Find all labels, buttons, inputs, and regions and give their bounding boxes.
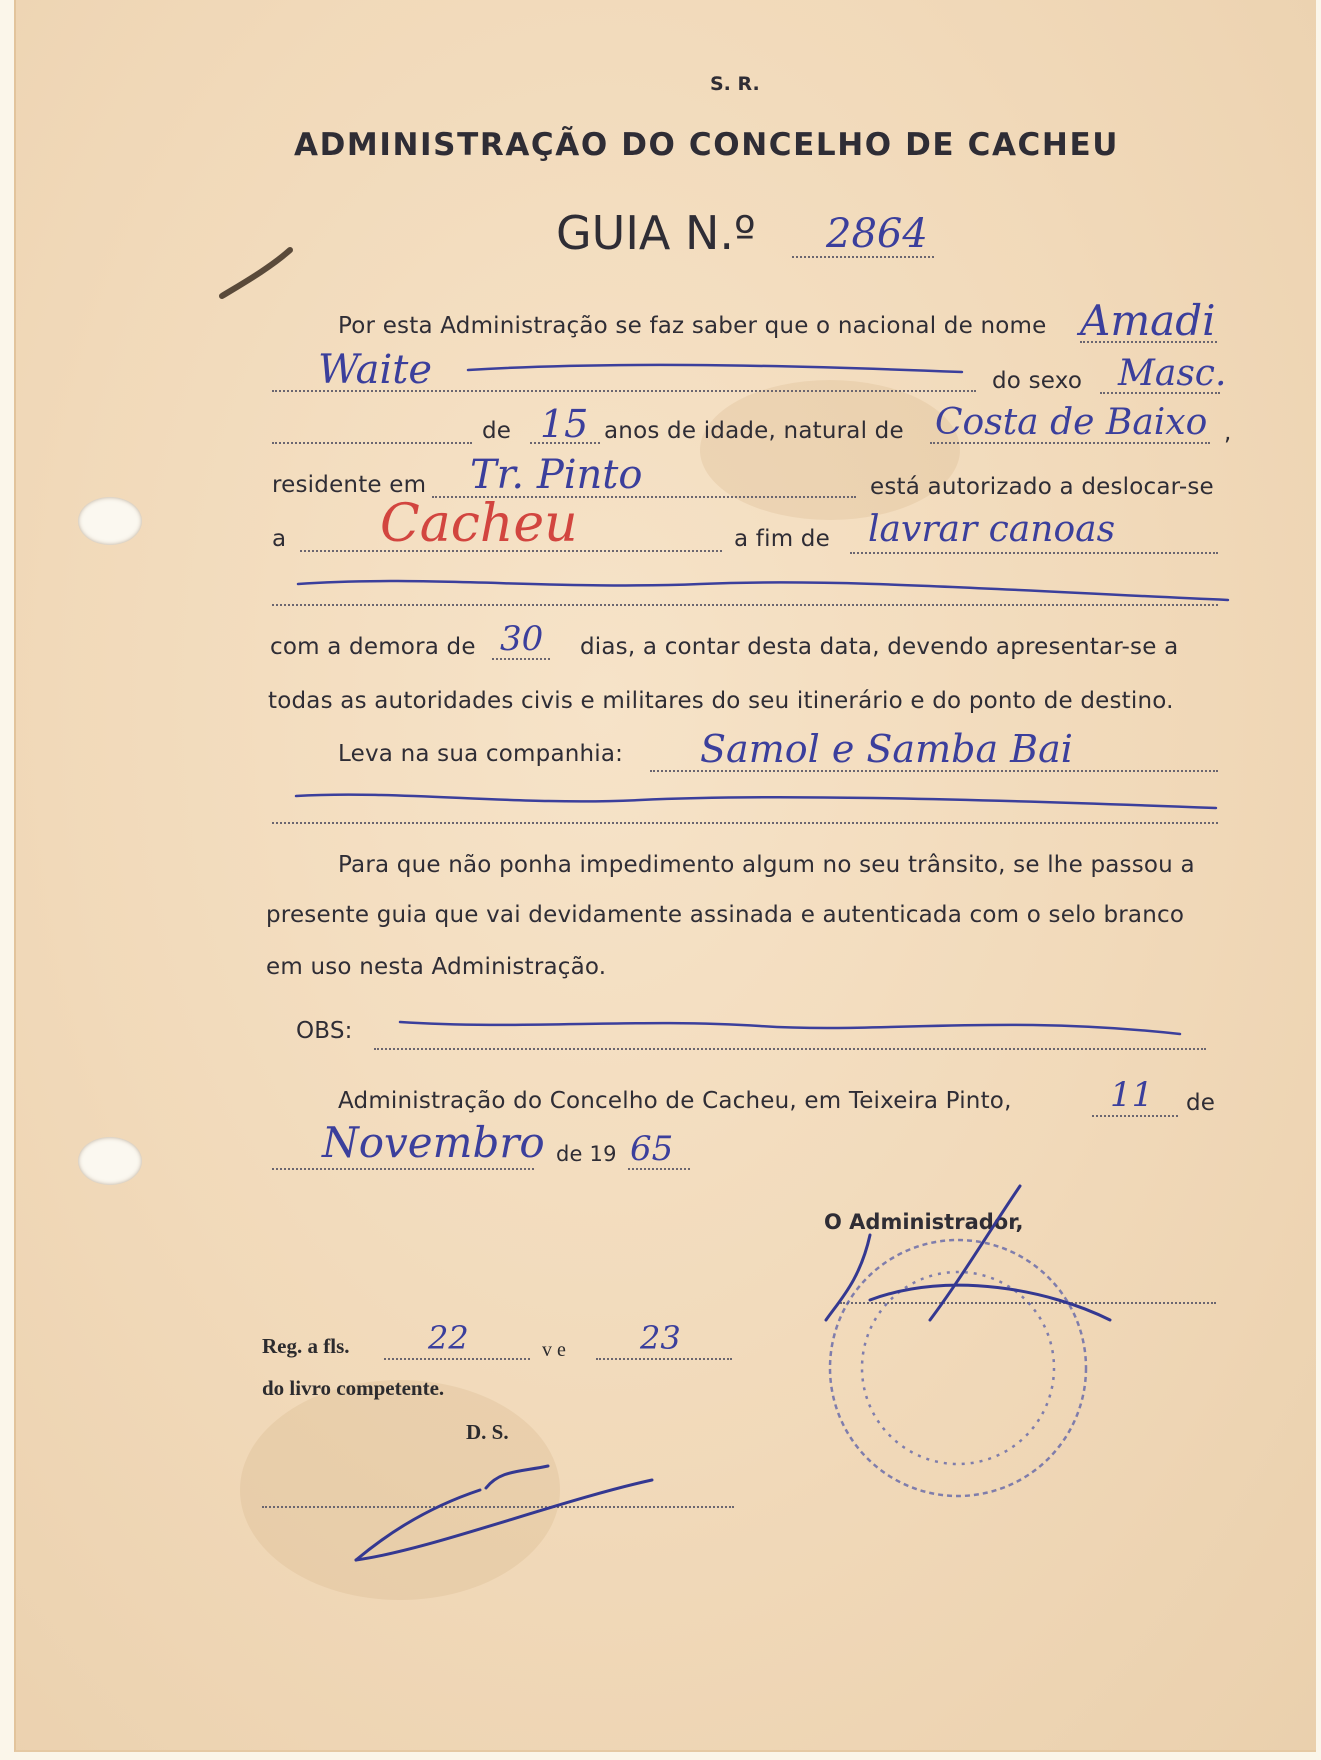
purpose-value: lavrar canoas (868, 509, 1116, 550)
header-sr: S. R. (710, 73, 760, 95)
book-text: do livro competente. (262, 1376, 445, 1400)
reg-label: Reg. a fls. (262, 1334, 350, 1358)
reg-ve: v e (542, 1339, 566, 1361)
name-last-value: Waite (318, 347, 433, 393)
reg-page2-value: 23 (640, 1319, 681, 1357)
reg-page1-value: 22 (428, 1319, 469, 1357)
delay-value: 30 (500, 619, 544, 659)
natural-value: Costa de Baixo (935, 402, 1208, 443)
fill-stroke (400, 1022, 1180, 1034)
resident-value: Tr. Pinto (470, 452, 643, 498)
fill-stroke (296, 795, 1216, 808)
destination-value: Cacheu (380, 494, 578, 554)
guia-number: 2864 (826, 211, 928, 257)
place-text: Administração do Concelho de Cacheu, em Teixeira Pinto, (338, 1088, 1012, 1114)
ink-smudge (222, 250, 290, 296)
companions-value: Samol e Samba Bai (700, 727, 1073, 771)
delay-suffix: dias, a contar desta data, devendo apresentar-se a (580, 634, 1179, 660)
page-title: ADMINISTRAÇÃO DO CONCELHO DE CACHEU (294, 127, 1119, 163)
month-value: Novembro (322, 1118, 545, 1167)
guia-label: GUIA N.º (556, 206, 756, 260)
year-value: 65 (630, 1129, 674, 1169)
administrator-label: O Administrador, (824, 1210, 1024, 1234)
sex-value: Masc. (1118, 353, 1227, 394)
date-de: de (1186, 1090, 1216, 1116)
age-value: 15 (540, 402, 589, 446)
companions-label: Leva na sua companhia: (338, 741, 624, 767)
name-first-value: Amadi (1080, 296, 1216, 345)
fill-stroke (298, 581, 1228, 600)
age-prefix: de (482, 418, 512, 444)
ds-signature (356, 1466, 652, 1560)
paragraph-line3: em uso nesta Administração. (266, 954, 607, 980)
to-label: a (272, 526, 287, 552)
obs-label: OBS: (296, 1018, 353, 1044)
resident-label: residente em (272, 472, 427, 498)
paragraph-line2: presente guia que vai devidamente assinada e autenticada com o selo branco (266, 902, 1185, 928)
ds-text: D. S. (466, 1420, 509, 1444)
authorized-text: está autorizado a deslocar-se (870, 474, 1214, 500)
sex-label: do sexo (992, 368, 1083, 394)
form-line1-text: Por esta Administração se faz saber que o nacional de nome (338, 313, 1047, 339)
day-value: 11 (1110, 1075, 1154, 1115)
year-prefix: de 19 (556, 1142, 617, 1166)
fill-stroke (468, 365, 962, 372)
purpose-label: a fim de (734, 526, 830, 552)
natural-comma: , (1224, 420, 1232, 446)
paragraph-line1: Para que não ponha impedimento algum no seu trânsito, se lhe passou a (338, 852, 1195, 878)
delay-prefix: com a demora de (270, 634, 476, 660)
authorities-text: todas as autoridades civis e militares do seu itinerário e do ponto de destino. (268, 688, 1174, 714)
age-suffix: anos de idade, natural de (604, 418, 904, 444)
